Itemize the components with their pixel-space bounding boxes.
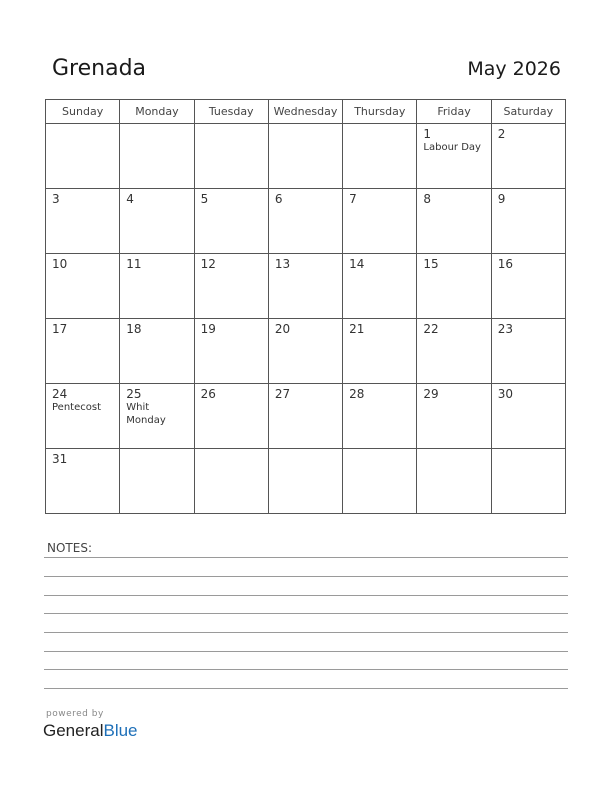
day-number: 26 bbox=[200, 387, 216, 401]
day-cell bbox=[120, 254, 194, 319]
day-number: 6 bbox=[274, 192, 283, 206]
day-number bbox=[195, 124, 268, 127]
week-row bbox=[46, 189, 566, 254]
day-number: 3 bbox=[52, 192, 60, 206]
day-cell bbox=[46, 319, 120, 384]
day-cell bbox=[194, 189, 268, 254]
day-cell bbox=[46, 124, 120, 189]
day-cell bbox=[268, 189, 342, 254]
day-cell bbox=[491, 449, 565, 514]
holiday-label: Labour Day bbox=[423, 142, 481, 153]
day-cell bbox=[343, 124, 417, 189]
week-row bbox=[46, 384, 566, 449]
country-title: Grenada bbox=[52, 56, 147, 81]
day-number: 8 bbox=[423, 192, 432, 206]
day-cell bbox=[343, 254, 417, 319]
day-number: 24 bbox=[52, 387, 68, 401]
day-cell bbox=[268, 384, 342, 449]
day-cell bbox=[343, 319, 417, 384]
weekday-saturday: Saturday bbox=[491, 100, 565, 124]
weekday-header-row bbox=[46, 100, 566, 124]
day-number: 13 bbox=[274, 257, 291, 271]
notes-line bbox=[44, 651, 568, 652]
brand-logo[interactable] bbox=[43, 721, 138, 741]
day-cell bbox=[343, 189, 417, 254]
calendar-grid bbox=[45, 99, 566, 514]
day-number bbox=[343, 124, 416, 127]
day-number: 31 bbox=[52, 452, 68, 466]
day-number: 16 bbox=[497, 257, 513, 271]
day-cell bbox=[194, 254, 268, 319]
week-row bbox=[46, 449, 566, 514]
week-row bbox=[46, 319, 566, 384]
day-cell bbox=[491, 189, 565, 254]
day-cell bbox=[417, 189, 491, 254]
day-number bbox=[269, 124, 342, 127]
day-cell bbox=[491, 254, 565, 319]
day-number: 7 bbox=[349, 192, 357, 206]
day-cell bbox=[268, 449, 342, 514]
notes-line bbox=[44, 669, 568, 670]
day-number bbox=[343, 449, 416, 452]
day-number bbox=[46, 124, 119, 127]
day-cell bbox=[120, 124, 194, 189]
day-cell bbox=[120, 384, 194, 449]
day-number bbox=[120, 449, 193, 452]
weekday-wednesday: Wednesday bbox=[268, 100, 342, 124]
day-cell bbox=[194, 124, 268, 189]
weekday-tuesday: Tuesday bbox=[194, 100, 268, 124]
day-cell bbox=[491, 124, 565, 189]
day-number: 17 bbox=[52, 322, 68, 336]
day-number bbox=[120, 124, 193, 127]
weekday-monday: Monday bbox=[120, 100, 194, 124]
day-number: 14 bbox=[349, 257, 365, 271]
day-number: 9 bbox=[497, 192, 506, 206]
day-cell bbox=[120, 319, 194, 384]
day-number: 2 bbox=[497, 127, 506, 141]
day-cell bbox=[417, 384, 491, 449]
day-cell bbox=[268, 319, 342, 384]
day-cell bbox=[268, 254, 342, 319]
day-cell bbox=[46, 254, 120, 319]
day-cell bbox=[194, 449, 268, 514]
day-number: 15 bbox=[423, 257, 439, 271]
brand-name-general: General bbox=[43, 721, 104, 740]
notes-line bbox=[44, 688, 568, 689]
holiday-label: Pentecost bbox=[52, 402, 101, 413]
day-number: 4 bbox=[126, 192, 134, 206]
day-cell bbox=[194, 384, 268, 449]
day-cell bbox=[268, 124, 342, 189]
day-number bbox=[417, 449, 490, 452]
day-number: 1 bbox=[423, 127, 432, 141]
notes-line bbox=[44, 576, 568, 577]
day-number: 29 bbox=[423, 387, 439, 401]
day-number: 20 bbox=[274, 322, 291, 336]
day-cell bbox=[417, 319, 491, 384]
notes-line bbox=[44, 557, 568, 558]
day-cell bbox=[46, 384, 120, 449]
day-cell bbox=[417, 124, 491, 189]
day-cell bbox=[417, 449, 491, 514]
day-cell bbox=[343, 449, 417, 514]
week-row bbox=[46, 254, 566, 319]
powered-by-label: powered by bbox=[46, 709, 104, 719]
notes-line bbox=[44, 632, 568, 633]
day-number: 10 bbox=[52, 257, 68, 271]
day-number bbox=[269, 449, 342, 452]
day-cell bbox=[194, 319, 268, 384]
notes-line bbox=[44, 595, 568, 596]
month-year-title: May 2026 bbox=[467, 58, 561, 80]
day-number: 12 bbox=[200, 257, 216, 271]
day-cell bbox=[491, 384, 565, 449]
day-number: 27 bbox=[274, 387, 291, 401]
day-cell bbox=[120, 449, 194, 514]
day-number bbox=[492, 449, 565, 452]
day-cell bbox=[120, 189, 194, 254]
day-number: 30 bbox=[497, 387, 513, 401]
day-number: 28 bbox=[349, 387, 365, 401]
day-number: 5 bbox=[200, 192, 209, 206]
day-number: 23 bbox=[497, 322, 513, 336]
day-number: 19 bbox=[200, 322, 216, 336]
day-number: 22 bbox=[423, 322, 439, 336]
weekday-sunday: Sunday bbox=[46, 100, 120, 124]
weekday-thursday: Thursday bbox=[343, 100, 417, 124]
day-cell bbox=[343, 384, 417, 449]
day-number: 25 bbox=[126, 387, 142, 401]
notes-label: NOTES: bbox=[47, 541, 92, 555]
day-number bbox=[195, 449, 268, 452]
day-number: 21 bbox=[349, 322, 365, 336]
day-number: 18 bbox=[126, 322, 142, 336]
day-number: 11 bbox=[126, 257, 142, 271]
brand-name-blue: Blue bbox=[103, 721, 138, 740]
day-cell bbox=[46, 189, 120, 254]
day-cell bbox=[46, 449, 120, 514]
day-cell bbox=[417, 254, 491, 319]
holiday-label: Whit Monday bbox=[126, 402, 166, 426]
weekday-friday: Friday bbox=[417, 100, 491, 124]
week-row bbox=[46, 124, 566, 189]
notes-line bbox=[44, 613, 568, 614]
day-cell bbox=[491, 319, 565, 384]
